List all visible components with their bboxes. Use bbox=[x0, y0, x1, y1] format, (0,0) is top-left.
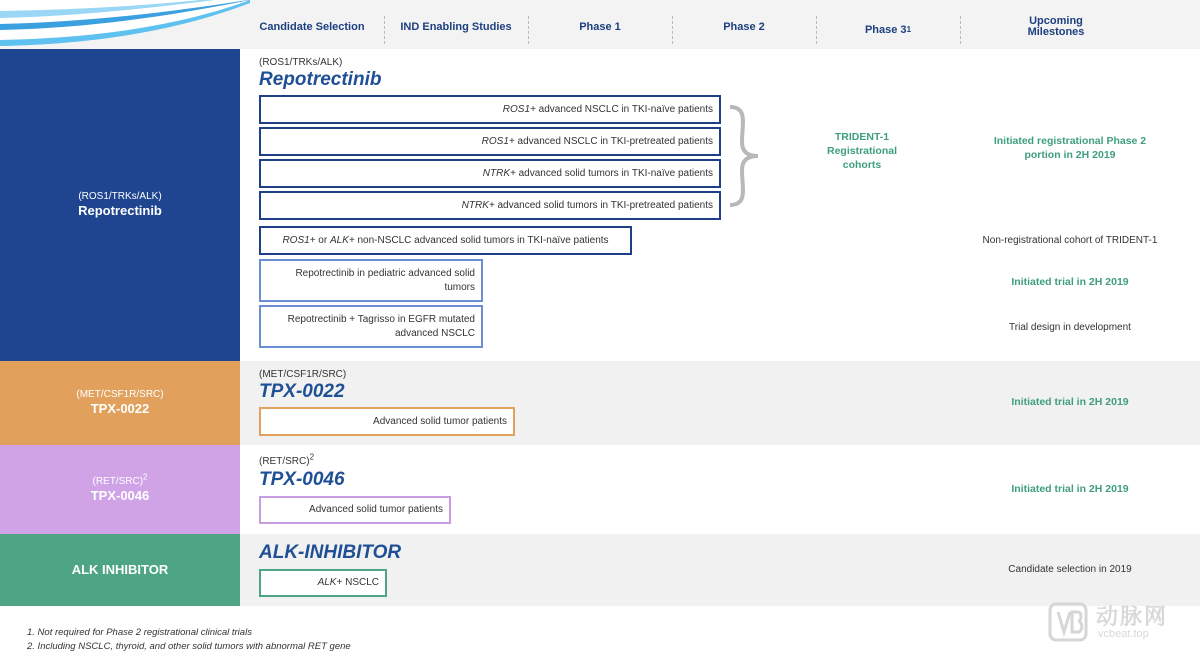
drug-targets: (ROS1/TRKs/ALK) bbox=[259, 57, 343, 68]
trial-bar-tpx0046: Advanced solid tumor patients bbox=[259, 496, 451, 524]
drug-title: TPX-0022 bbox=[259, 381, 345, 402]
header-swoosh-graphic bbox=[0, 0, 250, 49]
milestone-tpx0022: Initiated trial in 2H 2019 bbox=[1011, 396, 1129, 408]
program-name: TPX-0046 bbox=[90, 487, 150, 503]
footnote-2: 2. Including NSCLC, thyroid, and other solid tumors with abnormal RET gene bbox=[27, 641, 351, 652]
program-label-alk bbox=[0, 534, 240, 606]
column-divider bbox=[816, 16, 817, 44]
watermark-text-cn: 动脉网 bbox=[1096, 604, 1169, 629]
milestone-tagrisso: Trial design in development bbox=[1009, 322, 1131, 333]
milestone-tpx0046: Initiated trial in 2H 2019 bbox=[1011, 483, 1129, 495]
drug-targets: $(RET/SRC)^2$ bbox=[259, 452, 315, 467]
trial-bar-non-nsclc: ROS1+ or ALK+ non-NSCLC advanced solid tumors in TKI-naïve patients bbox=[259, 226, 632, 255]
column-divider bbox=[672, 16, 673, 44]
trial-bar-alk: ALK+ NSCLC bbox=[259, 569, 387, 597]
program-label-tpx0022 bbox=[0, 361, 240, 445]
trial-bar-ntrk-naive: NTRK+ advanced solid tumors in TKI-naïve patients bbox=[259, 159, 721, 188]
trial-bar-tpx0022: Advanced solid tumor patients bbox=[259, 407, 515, 436]
column-header-candidate-selection: Candidate Selection bbox=[259, 20, 365, 33]
milestone-alk: Candidate selection in 2019 bbox=[1008, 564, 1132, 575]
bracket-brace bbox=[726, 104, 766, 208]
trial-bar-ros1-pretreated: ROS1+ advanced NSCLC in TKI-pretreated patients bbox=[259, 127, 721, 156]
drug-title: ALK-INHIBITOR bbox=[259, 542, 402, 563]
trial-bar-ros1-naive: ROS1+ advanced NSCLC in TKI-naïve patients bbox=[259, 95, 721, 124]
program-targets: (MET/CSF1R/SRC) bbox=[76, 389, 164, 400]
program-label-tpx0046 bbox=[0, 445, 240, 534]
column-divider bbox=[528, 16, 529, 44]
program-name: Repotrectinib bbox=[78, 203, 162, 218]
footnote-1: 1. Not required for Phase 2 registrational clinical trials bbox=[27, 627, 252, 638]
program-targets: (ROS1/TRKs/ALK) bbox=[78, 191, 162, 202]
program-name: TPX-0022 bbox=[90, 401, 150, 416]
watermark-text-en: vcbeat.top bbox=[1098, 628, 1149, 640]
drug-targets: (MET/CSF1R/SRC) bbox=[259, 369, 347, 380]
drug-title: TPX-0046 bbox=[259, 469, 345, 490]
milestone-pediatric: Initiated trial in 2H 2019 bbox=[1011, 276, 1129, 288]
column-header-phase-1: Phase 1 bbox=[579, 20, 621, 33]
milestone-registrational-phase2: Initiated registrational Phase 2 portion in 2H 2019 bbox=[993, 135, 1147, 161]
milestone-non-registrational: Non-registrational cohort of TRIDENT-1 bbox=[982, 235, 1158, 246]
trial-bar-tagrisso-combo: Repotrectinib + Tagrisso in EGFR mutated advanced NSCLC bbox=[259, 305, 483, 348]
column-header-phase-2: Phase 2 bbox=[723, 20, 765, 33]
column-header-upcoming-milestones: Upcoming Milestones bbox=[1027, 15, 1085, 38]
column-divider bbox=[960, 16, 961, 44]
drug-title: Repotrectinib bbox=[259, 69, 382, 90]
trident-registrational-label: TRIDENT-1 Registrational cohorts bbox=[826, 131, 897, 171]
watermark bbox=[1046, 600, 1192, 644]
trial-bar-pediatric: Repotrectinib in pediatric advanced solid tumors bbox=[259, 259, 483, 302]
trial-bar-ntrk-pretreated: NTRK+ advanced solid tumors in TKI-pretreated patients bbox=[259, 191, 721, 220]
column-header-phase-3: Phase 3 1 bbox=[864, 23, 912, 36]
watermark-logo-icon bbox=[1046, 600, 1090, 644]
column-divider bbox=[384, 16, 385, 44]
program-label-repotrectinib bbox=[0, 49, 240, 361]
program-targets: $(RET/SRC)^2$ bbox=[92, 472, 148, 487]
program-name: ALK INHIBITOR bbox=[71, 562, 169, 577]
column-header-ind-enabling: IND Enabling Studies bbox=[400, 20, 512, 33]
